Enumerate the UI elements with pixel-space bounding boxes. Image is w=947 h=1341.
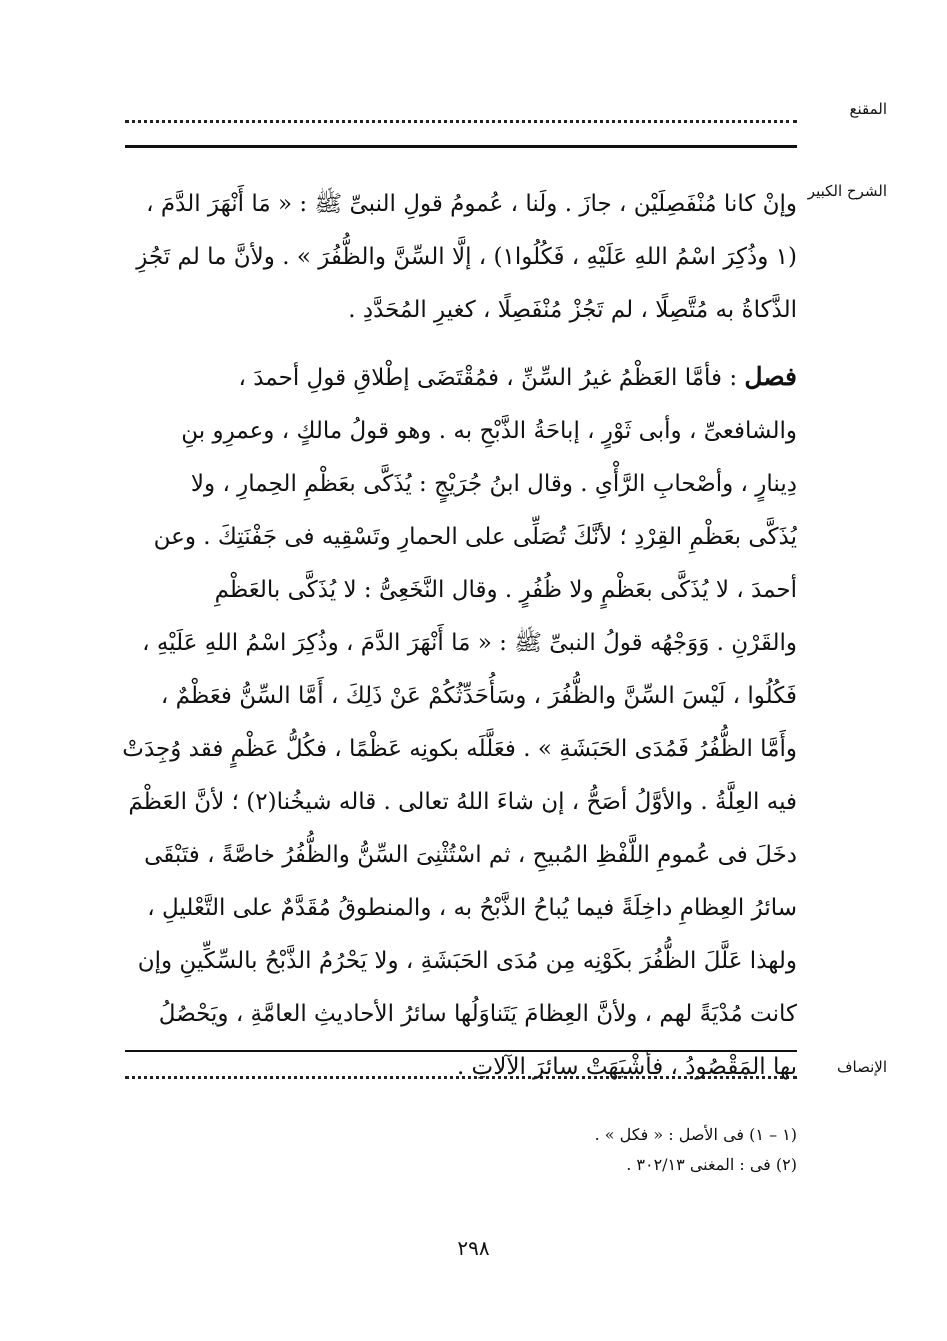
- text-line: فيه العِلَّةُ . والأوَّلُ أصَحُّ ، إن شاءَ اللهُ تعالى . قاله شيخُنا(٢) ؛ لأنَّ العَظْمَ: [128, 789, 797, 815]
- text-line: الذَّكاةُ به مُتَّصِلًا ، لم تَجُزْ مُنْفَصِلًا ، كغيرِ المُحَدَّدِ .: [348, 297, 797, 323]
- footnotes: [297, 1120, 797, 1180]
- fasl-first-line-text: : فأمَّا العَظْمُ غيرُ السِّنِّ ، فمُقْتَضَى إطْلاقِ قولِ أحمدَ ،: [238, 365, 738, 391]
- text-line: دخَلَ فى عُمومِ اللَّفْظِ المُبيحِ ، ثم اسْتُثْنِىَ السِّنُّ والظُّفُرُ خاصَّةً ، فتَبْقَى: [144, 842, 797, 868]
- text-line: فَكُلُوا ، لَيْسَ السِّنَّ والظُّفُرَ ، وسَأُحَدِّثُكُمْ عَنْ ذَلِكَ ، أَمَّا السِّنُّ فعَظْمٌ ،: [160, 683, 797, 709]
- insaf-label: الإنصاف: [836, 1058, 887, 1076]
- fasl-text: [117, 350, 797, 1094]
- footnote-1: (١ – ١) فى الأصل : « فكل » .: [594, 1125, 797, 1144]
- text-line: أحمدَ ، لا يُذَكَّى بعَظْمٍ ولا ظُفُرٍ . وقال النَّخَعِىُّ : لا يُذَكَّى بالعَظْمِ: [214, 577, 797, 603]
- text-line: بها المَقْصُودُ ، فأشْبَهَتْ سائرَ الآلاتِ .: [456, 1054, 797, 1080]
- insaf-dotted-rule: [125, 1076, 797, 1079]
- header-solid-rule: [125, 145, 797, 148]
- text-line: وإنْ كانا مُنْفَصِلَيْن ، جازَ . ولَنا ، عُمومُ قولِ النبىِّ ﷺ : « مَا أَنْهَرَ الدَّمَ ،: [146, 191, 797, 217]
- text-line: والقَرْنِ . وَوَجْهُه قولُ النبىِّ ﷺ : « مَا أَنْهَرَ الدَّمَ ، وذُكِرَ اسْمُ اللهِ عَلَيْهِ ،: [142, 630, 797, 656]
- text-line: سائرُ العِظامِ داخِلَةً فيما يُباحُ الذَّبْحُ به ، والمنطوقُ مُقَدَّمٌ على التَّعْليلِ ،: [147, 895, 797, 921]
- header-dotted-rule: [125, 120, 797, 123]
- fasl-first-line: [117, 350, 797, 405]
- text-line: (١ وذُكِرَ اسْمُ اللهِ عَلَيْهِ ، فَكُلُوا١) ، إلَّا السِّنَّ والظُّفُرَ » . ولأنَّ ما لم تَجُزِ: [136, 244, 797, 270]
- text-line: والشافعىِّ ، وأبى ثَوْرٍ ، إباحَةُ الذَّبْحِ به . وهو قولُ مالكٍ ، وعمرِو بنِ: [181, 418, 797, 444]
- header-label-muqni: المقنع: [849, 100, 887, 118]
- text-line: وأَمَّا الظُّفُرُ فَمُدَى الحَبَشَةِ » . فعَلَّلَه بكونِه عَظْمًا ، فكُلُّ عَظْمٍ فقد وُجِدَتْ: [122, 736, 797, 762]
- page-number: ٢٩٨: [457, 1236, 490, 1260]
- text-line: كانت مُدْيَةً لهم ، ولأنَّ العِظامَ يَتَناوَلُها سائرُ الأحاديثِ العامَّةِ ، ويَحْصُلُ: [158, 1001, 797, 1027]
- sharh-text: [117, 178, 797, 337]
- fasl-heading: فصل: [744, 362, 797, 391]
- text-line: دِينارٍ ، وأصْحابِ الرَّأْىِ . وقال ابنُ جُرَيْجٍ : يُذَكَّى بعَظْمِ الحِمارِ ، ولا: [190, 471, 797, 497]
- text-line: ولهذا عَلَّلَ الظُّفُرَ بكَوْنِه مِن مُدَى الحَبَشَةِ ، ولا يَحْرُمُ الذَّبْحُ بالسِّكِّينِ وإن: [137, 948, 797, 974]
- sharh-label: الشرح الكبير: [807, 182, 887, 200]
- text-line: يُذَكَّى بعَظْمِ القِرْدِ ؛ لأنَّكَ تُصَلِّى على الحمارِ وتَسْقِيه فى جَفْنَتِكَ . وعن: [153, 524, 797, 550]
- footnote-2: (٢) فى : المغنى ٣٠٢/١٣ .: [626, 1155, 797, 1174]
- insaf-solid-rule: [125, 1050, 797, 1052]
